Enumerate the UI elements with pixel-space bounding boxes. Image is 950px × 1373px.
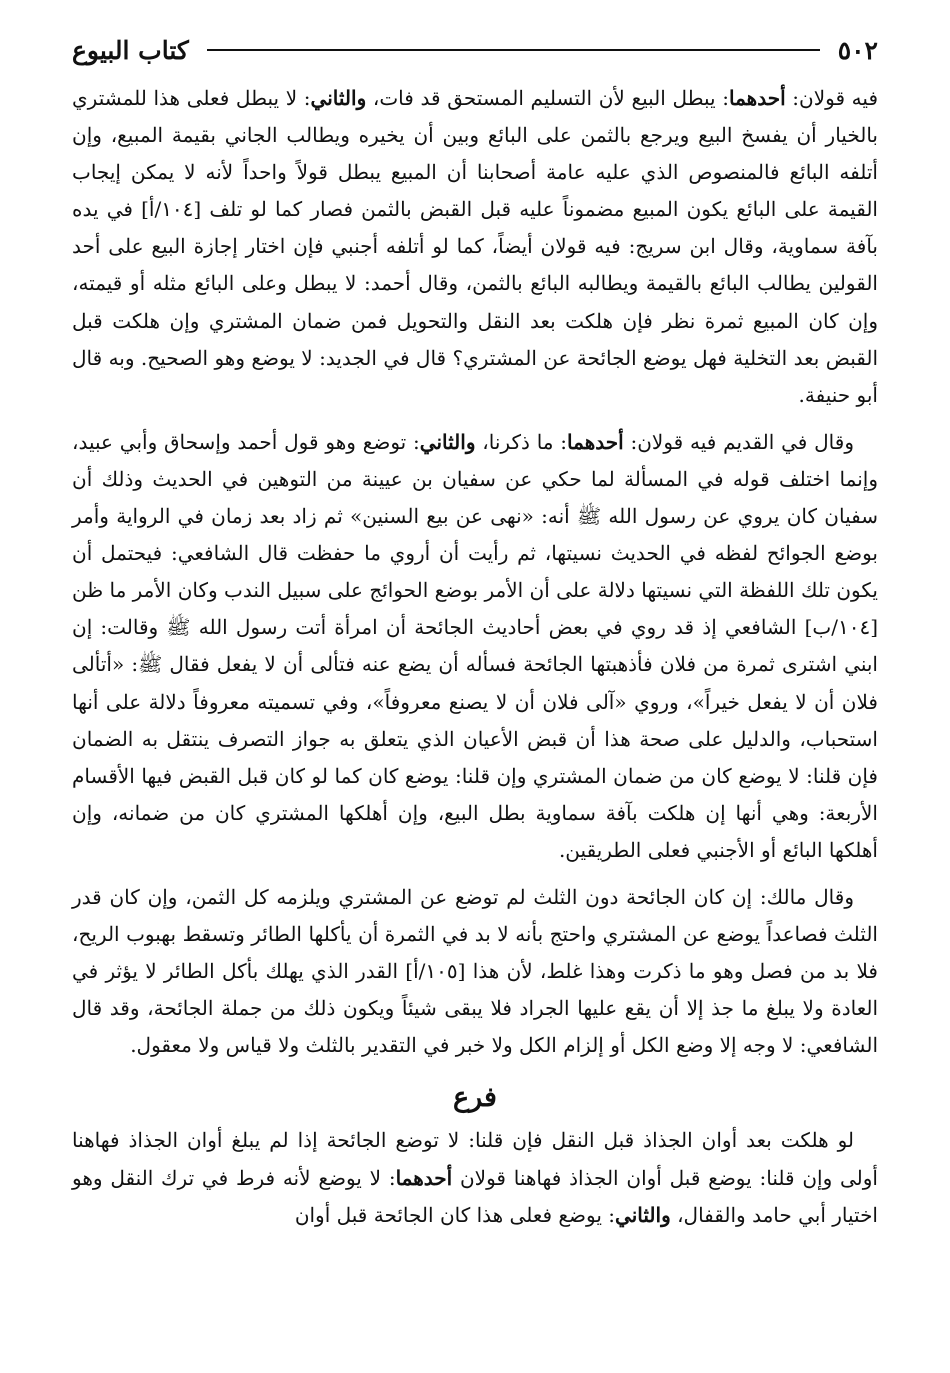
header-rule — [207, 49, 820, 51]
text-segment-bold: أحدهما — [395, 1165, 453, 1190]
text-segment: : لا يوضع لأنه فرط في ترك النقل وهو اختيار أبي حامد والقفال، — [72, 1165, 878, 1227]
page-number: ٥٠٢ — [837, 35, 878, 65]
text-segment: فيه قولان: — [785, 86, 878, 110]
text-segment: : يوضع فعلى هذا كان الجائحة قبل أوان — [294, 1202, 616, 1227]
text-segment: : يبطل البيع لأن التسليم المستحق قد فات، — [366, 86, 730, 110]
text-segment: : لا يبطل فعلى هذا للمشتري بالخيار أن يفسخ البيع ويرجع بالثمن على البائع وبين أن يخيره ويطالب الجاني بقيمة المبيع، وإن أتلفه البائع فالمنصوص الذي عليه عامة أصحابنا أن المبيع يبطل قولاً واحداً لأنه لا يمكن إيجاب القيمة على البائع يكون المبيع مضموناً عليه قبل القبض بالثمن فصار كما لو تلف [١٠٤/أ] في يده بآفة سماوية، وقال ابن سريج: فيه قولان أيضاً، كما لو أتلفه أجنبي فإن اختار إجازة البيع على أحد القولين يطالب البائع بالقيمة ويطالبه البائع بالثمن، وقال أحمد: لا يبطل وعلى البائع مثله أو قيمته، وإن كان المبيع ثمرة نظر فإن هلكت بعد النقل والتحويل فمن ضمان المشتري وإن هلكت قبل القبض بعد التخلية فهل يوضع الجائحة عن المشتري؟ قال في الجديد: لا يوضع وهو الصحيح. وبه قال أبو حنيفة. — [72, 86, 878, 407]
text-segment-bold: والثاني — [310, 86, 367, 110]
paragraph-1 — [72, 80, 878, 414]
paragraph-3 — [72, 879, 878, 1064]
page-body — [72, 80, 878, 1234]
text-segment-bold: أحدهما — [567, 429, 624, 454]
paragraph-2 — [72, 424, 878, 869]
book-title: كتاب البيوع — [72, 35, 189, 65]
text-segment-bold: أحدهما — [729, 86, 786, 110]
text-segment: : ما ذكرنا، — [475, 429, 568, 454]
text-segment-bold: والثاني — [419, 429, 476, 454]
text-segment: لو هلكت بعد أوان الجذاذ قبل النقل فإن قلنا: لا توضع الجائحة إذا لم يبلغ أوان الجذاذ فهاهنا أولى وإن قلنا: يوضع قبل أوان الجذاذ فهاهنا قولان — [72, 1128, 878, 1190]
text-segment-bold: والثاني — [615, 1202, 671, 1227]
paragraph-final — [72, 1122, 878, 1233]
text-segment: وقال في القديم فيه قولان: — [623, 429, 854, 454]
text-segment: : توضع وهو قول أحمد وإسحاق وأبي عبيد، وإنما اختلف قوله في المسألة لما حكي عن سفيان بن عيينة من التوهين في الحديث وذلك أن سفيان كان يروي عن رسول الله ﷺ أنه: «نهى عن بيع السنين» ثم زاد بعد زمان في الرواية وأمر بوضع الجوائح لفظه في الحديث نسيتها، ثم رأيت أن أروي ما حفظت قال الشافعي: فيحتمل أن يكون تلك اللفظة التي نسيتها دلالة على أن الأمر بوضع الحوائج على سبيل الندب وكان الأمر ما ظن [١٠٤/ب] الشافعي إذ قد روي في بعض أحاديث الجائحة أن امرأة أتت رسول الله ﷺ وقالت: إن ابني اشترى ثمرة من فلان فأذهبتها الجائحة فسأله أن يضع عنه فتألى أن لا يفعل فقال ﷺ: «أتألى فلان أن لا يفعل خيراً»، وروي «آلى فلان أن لا يصنع معروفاً»، وفي تسميته معروفاً دلالة على أنها استحباب، والدليل على صحة هذا أن قبض الأعيان الذي يتعلق به جواز التصرف ينتقل به الضمان فإن قلنا: لا يوضع كان من ضمان المشتري وإن قلنا: يوضع كان كما لو كان قبل القبض فيها الأقسام الأربعة: وهي أنها إن هلكت بآفة سماوية بطل البيع، وإن أهلكها المشتري كان من ضمانه، وإن أهلكها البائع أو الأجنبي فعلى الطريقين. — [71, 429, 878, 862]
text-segment: وقال مالك: إن كان الجائحة دون الثلث لم توضع عن المشتري ويلزمه كل الثمن، وإن كان قدر الثلث فصاعداً يوضع عن المشتري واحتج بأنه لا بد في الثمرة أن يأكلها الطائر وتسقط بهبوب الريح، فلا بد من فصل وهو ما ذكرت وهذا غلط، لأن هذا [١٠٥/أ] القدر الذي يهلك بأكل الطائر لا يؤثر في العادة ولا يبلغ ما جذ إلا أن يقع عليها الجراد فلا يبقى شيئاً ويكون ذلك من جملة الجائحة، وقد قال الشافعي: لا وجه إلا وضع الكل أو إلزام الكل ولا خبر في التقدير بالثلث ولا قياس ولا معقول. — [72, 884, 878, 1058]
page-header — [72, 30, 878, 70]
section-heading: فرع — [453, 1082, 497, 1114]
